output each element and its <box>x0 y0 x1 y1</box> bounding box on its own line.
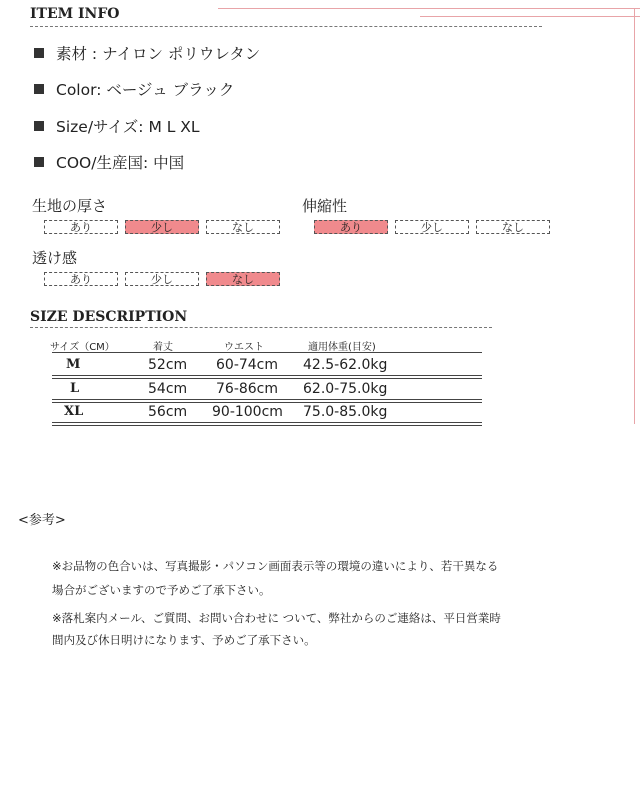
thickness-option-sukoshi: 少し <box>125 220 199 234</box>
stretch-option-sukoshi: 少し <box>395 220 469 234</box>
reference-heading: <参考> <box>18 513 66 528</box>
attr-label-thickness: 生地の厚さ <box>32 197 108 215</box>
row-divider <box>52 425 482 426</box>
row-divider <box>52 399 482 400</box>
size-cell: M <box>66 357 81 372</box>
table-row <box>52 380 482 400</box>
size-header-weight: 適用体重(目安) <box>308 342 376 353</box>
reference-note-line: ※落札案内メール、ご質問、お問い合わせに ついて、弊社からのご連絡は、平日営業時 <box>52 611 501 625</box>
info-row-coo <box>34 151 184 173</box>
weight-cell: 62.0-75.0kg <box>303 381 388 397</box>
waist-cell: 90-100cm <box>212 404 283 420</box>
bullet-square-icon <box>34 157 44 167</box>
info-row-text: Size/サイズ: M L XL <box>56 118 200 136</box>
item-info-divider <box>30 26 542 27</box>
attr-label-stretch: 伸縮性 <box>302 197 348 215</box>
attr-label-sheerness: 透け感 <box>32 249 78 267</box>
size-cell: L <box>70 381 80 396</box>
row-divider <box>52 378 482 379</box>
reference-note-line: 間内及び休日明けになります、予めご了承下さい。 <box>52 633 316 647</box>
waist-cell: 76-86cm <box>216 381 279 397</box>
size-header-size: サイズ（CM） <box>50 342 115 353</box>
decorative-frame-right <box>634 8 635 424</box>
info-row-size <box>34 115 200 137</box>
sheerness-option-sukoshi: 少し <box>125 272 199 286</box>
stretch-option-ari: あり <box>314 220 388 234</box>
row-divider <box>52 422 482 423</box>
size-header-waist: ウエスト <box>224 342 264 353</box>
sheerness-option-nashi: なし <box>206 272 280 286</box>
size-header-length: 着丈 <box>153 342 173 353</box>
info-row-text: Color: ベージュ ブラック <box>56 81 235 99</box>
length-cell: 56cm <box>148 404 188 420</box>
bullet-square-icon <box>34 121 44 131</box>
length-cell: 52cm <box>148 357 188 373</box>
reference-note-line: 場合がございますので予めご了承下さい。 <box>52 583 271 597</box>
bullet-square-icon <box>34 84 44 94</box>
info-row-color <box>34 78 234 100</box>
size-description-title: SIZE DESCRIPTION <box>30 309 188 325</box>
thickness-option-nashi: なし <box>206 220 280 234</box>
info-row-text: 素材 : ナイロン ポリウレタン <box>56 45 261 63</box>
stretch-option-nashi: なし <box>476 220 550 234</box>
size-description-divider <box>30 327 492 328</box>
info-row-text: COO/生産国: 中国 <box>56 154 185 172</box>
table-row <box>52 403 482 423</box>
weight-cell: 42.5-62.0kg <box>303 357 388 373</box>
info-row-material <box>34 42 260 64</box>
item-info-title: ITEM INFO <box>30 6 120 22</box>
waist-cell: 60-74cm <box>216 357 279 373</box>
sheerness-option-ari: あり <box>44 272 118 286</box>
decorative-frame-top-inner <box>420 16 640 17</box>
bullet-square-icon <box>34 48 44 58</box>
size-header-line <box>52 352 482 353</box>
table-row <box>52 356 482 376</box>
row-divider <box>52 375 482 376</box>
length-cell: 54cm <box>148 381 188 397</box>
size-cell: XL <box>64 404 84 419</box>
weight-cell: 75.0-85.0kg <box>303 404 388 420</box>
decorative-frame-top <box>218 8 640 9</box>
thickness-option-ari: あり <box>44 220 118 234</box>
reference-note-line: ※お品物の色合いは、写真撮影・パソコン画面表示等の環境の違いにより、若干異なる <box>52 559 499 573</box>
